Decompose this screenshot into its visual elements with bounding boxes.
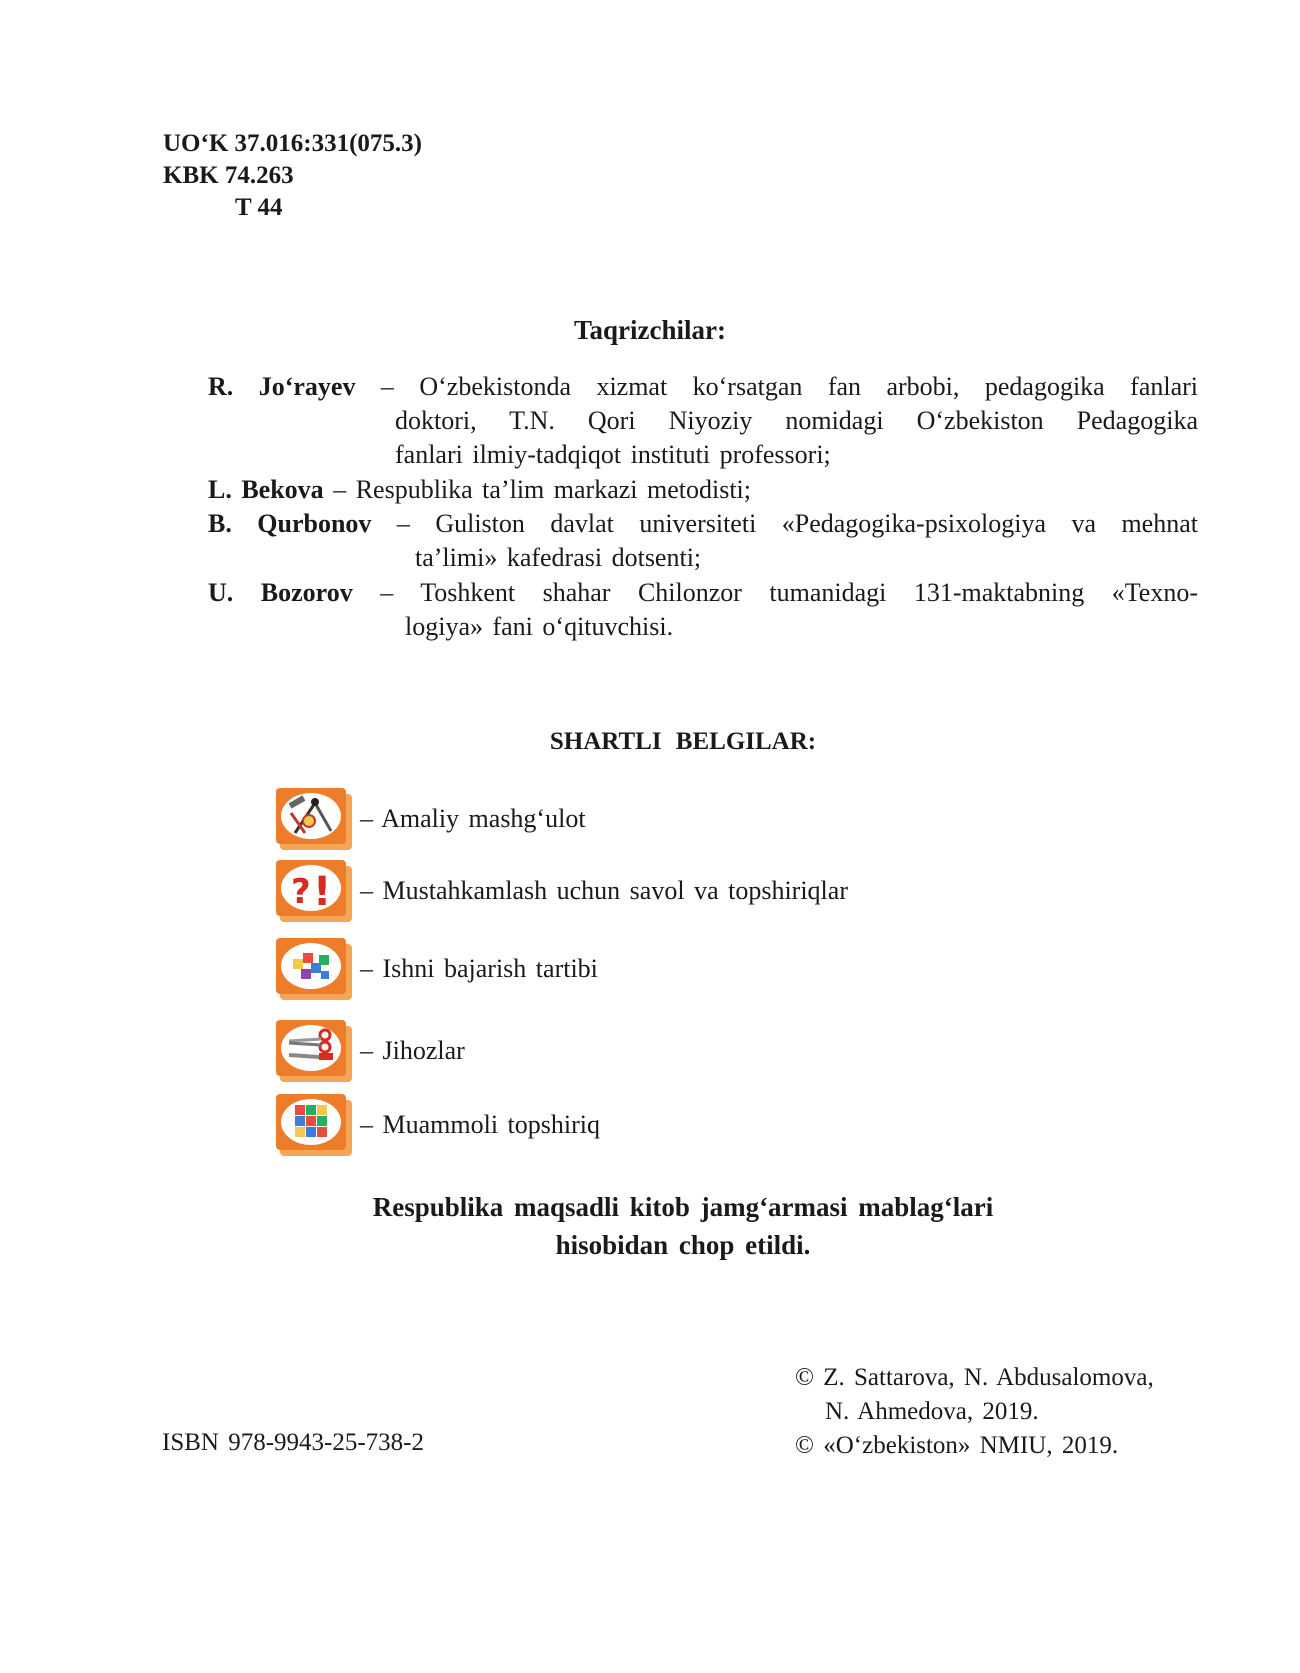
reviewer-line: R. Jo‘rayev – O‘zbekistonda xizmat ko‘rsatgan fan arbobi, pedagogika fanlari [208, 372, 1198, 401]
classification-block [163, 128, 422, 224]
copyright-authors-cont: N. Ahmedova, 2019. [825, 1398, 1039, 1425]
rubik-cube-icon [276, 1094, 352, 1156]
reviewer-line: B. Qurbonov – Guliston davlat universiteti «Pedagogika-psixologiya va mehnat [208, 509, 1198, 538]
author-mark: T 44 [235, 194, 283, 221]
reviewer-line: logiya» fani o‘qituvchisi. [405, 612, 674, 641]
reviewer-name: R. Jo‘rayev [208, 372, 356, 401]
legend-label: – Mustahkamlash uchun savol va topshiriqlar [360, 876, 848, 905]
svg-text:!: ! [313, 869, 332, 911]
legend-item [276, 787, 586, 851]
copyright-block [795, 1361, 1154, 1463]
isbn: ISBN 978-9943-25-738-2 [162, 1429, 425, 1456]
puzzle-pieces-icon [276, 938, 352, 1000]
reviewer-line: doktori, T.N. Qori Niyoziy nomidagi O‘zbekiston Pedagogika [395, 406, 1198, 435]
reviewer-name: L. Bekova [208, 475, 324, 504]
bbk-code: KBK 74.263 [163, 162, 294, 189]
tools-compass-icon [276, 788, 352, 850]
legend-title: SHARTLI BELGILAR: [549, 728, 817, 755]
reviewer-entry [208, 473, 1198, 507]
svg-text:?: ? [291, 872, 311, 911]
reviewer-name: B. Qurbonov [208, 509, 372, 538]
legend-item [276, 859, 848, 923]
reviewer-line: U. Bozorov – Toshkent shahar Chilonzor tumanidagi 131-maktabning «Texno- [208, 578, 1198, 607]
legend-item [276, 937, 598, 1001]
reviewer-line: ta’limi» kafedrasi dotsenti; [415, 543, 702, 572]
reviewer-entry [208, 370, 1198, 472]
legend-label: – Ishni bajarish tartibi [360, 954, 598, 983]
copyright-publisher: © «O‘zbekiston» NMIU, 2019. [795, 1432, 1119, 1459]
legend-label: – Amaliy mashg‘ulot [360, 804, 586, 833]
reviewers-title: Taqrizchilar: [574, 315, 726, 345]
legend-item [276, 1093, 600, 1157]
question-exclamation-icon [276, 860, 352, 922]
reviewer-name: U. Bozorov [208, 578, 353, 607]
scissors-pliers-icon [276, 1020, 352, 1082]
reviewer-entry [208, 507, 1198, 575]
udc-code: UO‘K 37.016:331(075.3) [163, 130, 422, 157]
legend-label: – Muammoli topshiriq [360, 1110, 600, 1139]
funding-note: Respublika maqsadli kitob jamg‘armasi mablag‘lari hisobidan chop etildi. [372, 1192, 994, 1260]
legend-item [276, 1019, 465, 1083]
legend-label: – Jihozlar [360, 1036, 465, 1065]
reviewer-entry [208, 576, 1198, 644]
reviewer-line: L. Bekova – Respublika ta’lim markazi metodisti; [208, 475, 751, 504]
reviewer-line: fanlari ilmiy-tadqiqot instituti professori; [395, 440, 831, 469]
copyright-authors: © Z. Sattarova, N. Abdusalomova, [795, 1364, 1154, 1391]
